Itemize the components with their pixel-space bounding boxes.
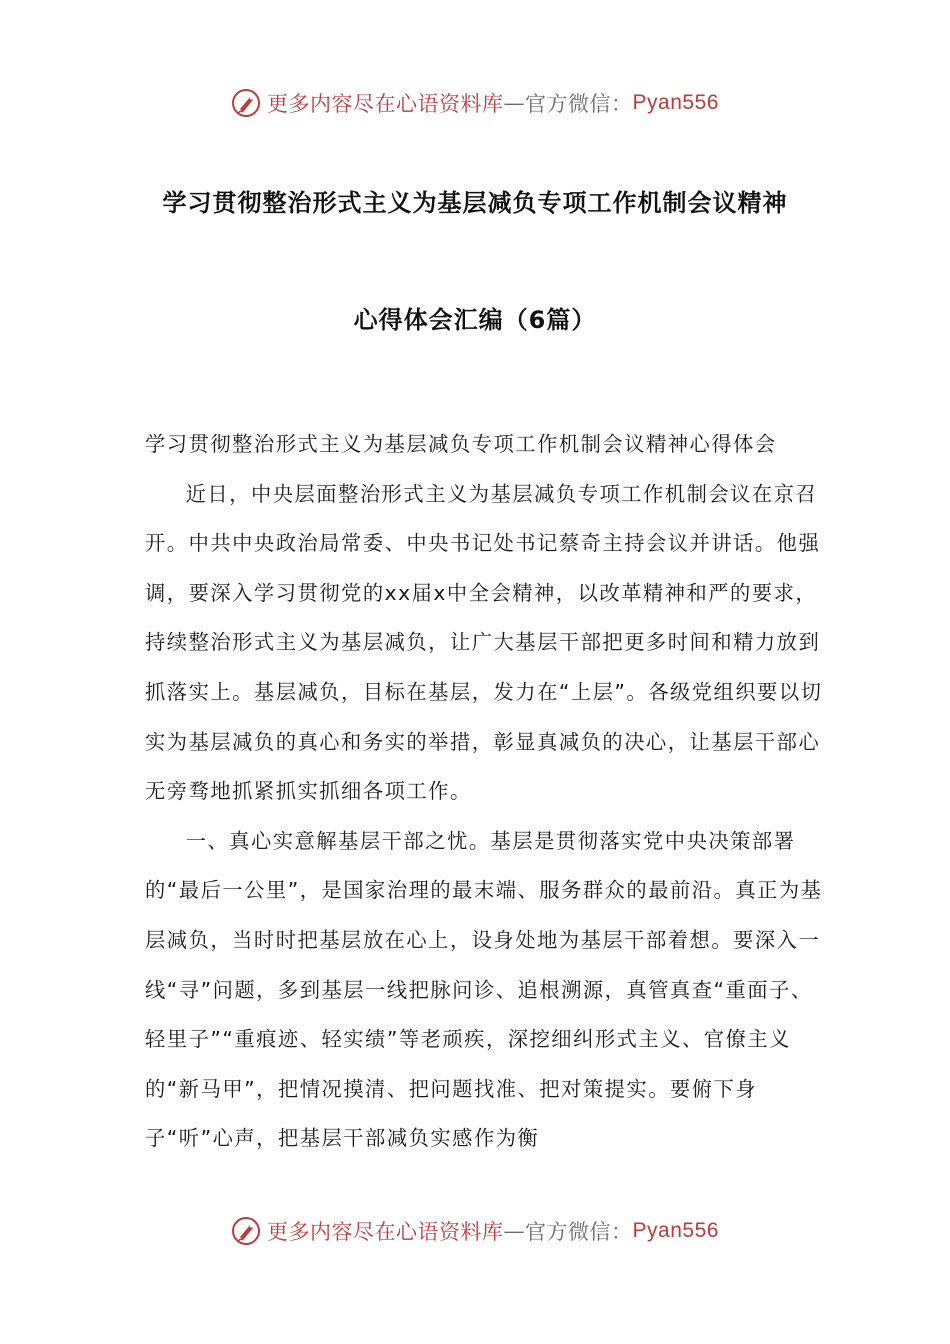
document-subheading: 学习贯彻整治形式主义为基层减负专项工作机制会议精神心得体会	[145, 432, 777, 456]
body-paragraph: 一、真心实意解基层干部之忧。基层是贯彻落实党中央决策部署的“最后一公里”，是国家治理的最末端、服务群众的最前沿。真正为基层减负，当时时把基层放在心上，设身处地为基层干部着想。要深入一线“寻”问题，多到基层一线把脉问诊、追根溯源，真管真查“重面子、轻里子”“重痕迹、轻实绩”等老顽疾，深挖细纠形式主义、官僚主义的“新马甲”，把情况摸清、把问题找准、把对策提实。要俯下身子“听”心声，把基层干部减负实感作为衡	[145, 828, 823, 1151]
document-title-line-1: 学习贯彻整治形式主义为基层减负专项工作机制会议精神	[162, 189, 788, 217]
body-paragraph: 近日，中央层面整治形式主义为基层减负专项工作机制会议在京召开。中共中央政治局常委、中央书记处书记蔡奇主持会议并讲话。他强调，要深入学习贯彻党的xx届x中全会精神，以改革精神和严的要求，持续整治形式主义为基层减负，让广大基层干部把更多时间和精力放到抓落实上。基层减负，目标在基层，发力在“上层”。各级党组织要以切实为基层减负的真心和务实的举措，彰显真减负的决心，让基层干部心无旁骛地抓紧抓实抓细各项工作。	[145, 481, 823, 804]
pen-logo-icon	[231, 1216, 261, 1246]
document-title-line-2: 心得体会汇编（6篇）	[353, 306, 597, 334]
header-watermark	[0, 83, 950, 123]
watermark-main-text: 更多内容尽在心语资料库	[267, 92, 504, 116]
watermark-dash: —	[503, 1219, 526, 1243]
watermark-sub-text: 官方微信：	[525, 92, 633, 116]
pen-logo-icon	[231, 88, 261, 118]
document-body	[145, 420, 825, 1164]
footer-watermark	[0, 1211, 950, 1251]
watermark-main-text: 更多内容尽在心语资料库	[267, 1220, 504, 1244]
watermark-wechat-id: Pyan556	[632, 91, 719, 114]
watermark-wechat-id: Pyan556	[632, 1219, 719, 1242]
watermark-sub-text: 官方微信：	[525, 1220, 633, 1244]
watermark-dash: —	[503, 91, 526, 115]
